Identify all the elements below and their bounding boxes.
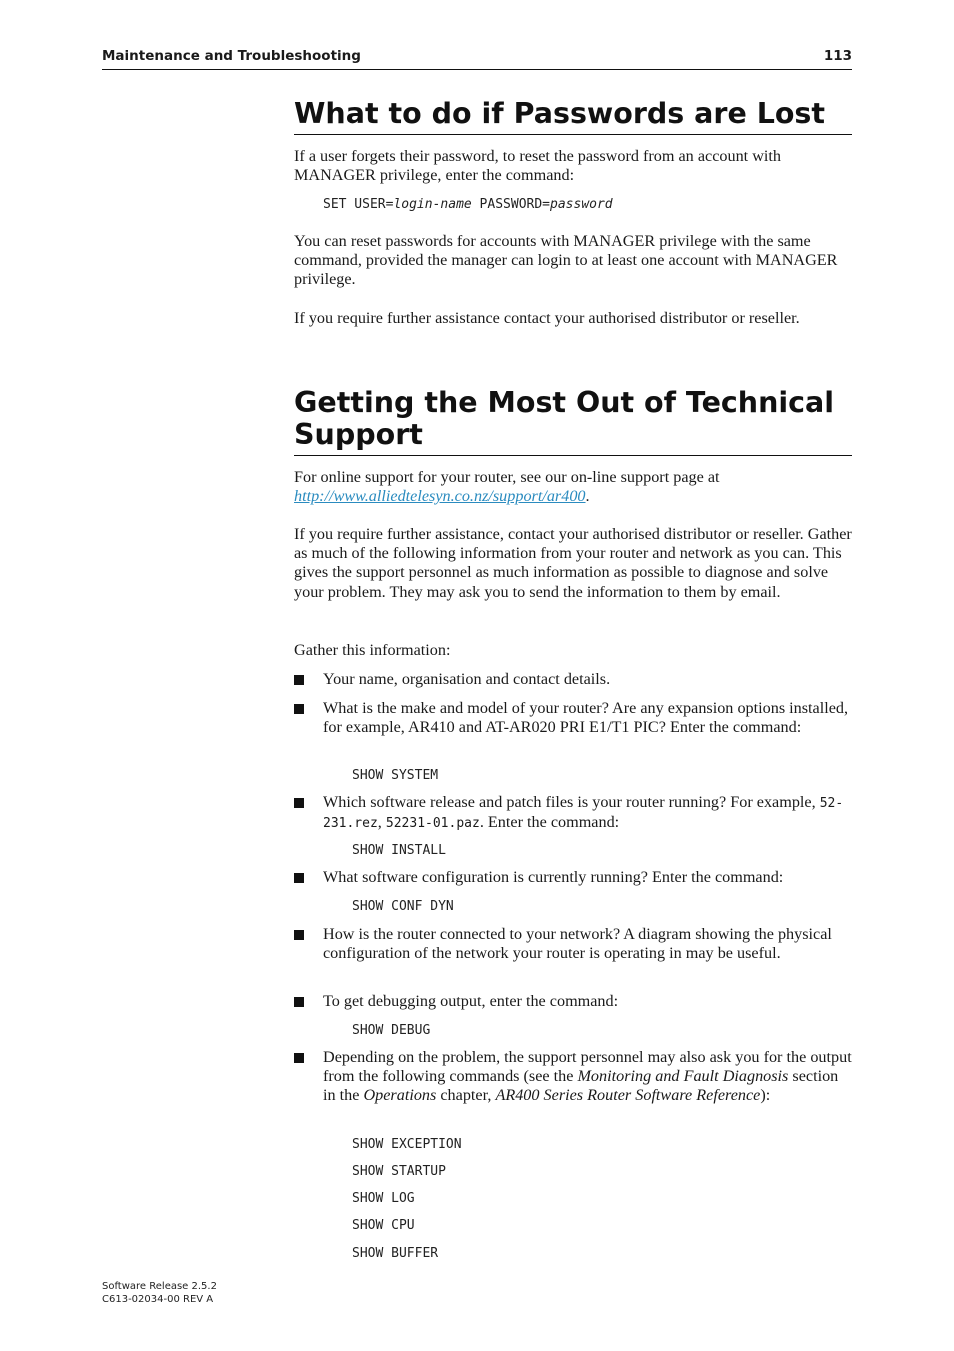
paragraph: If a user forgets their password, to reset the password from an account with MANAGER privilege, enter the command: — [294, 147, 781, 185]
paragraph: If you require further assistance contact your authorised distributor or reseller. — [294, 309, 800, 327]
paragraph: If you require further assistance, contact your authorised distributor or reseller. Gather as much of the following information from your router and network as you can. This gives the support personnel as much information as possible to diagnose and solve your problem. They may ask you to send the information to them by email. — [294, 525, 852, 601]
bullet-icon — [294, 675, 304, 685]
footer-doc-number: C613-02034-00 REV A — [102, 1293, 214, 1305]
bullet-icon — [294, 930, 304, 940]
paragraph-online-support: For online support for your router, see our on-line support page at http://www.alliedtelesyn.co.nz/support/ar400. — [294, 468, 720, 506]
bullet-icon — [294, 873, 304, 883]
bullet-icon — [294, 798, 304, 808]
command: SHOW SYSTEM — [352, 768, 439, 783]
header-page-number: 113 — [823, 48, 852, 64]
command: SHOW STARTUP — [352, 1164, 446, 1179]
bullet-icon — [294, 997, 304, 1007]
command: SHOW CPU — [352, 1218, 415, 1233]
command-set-user: SET USER=login-name PASSWORD=password — [323, 197, 613, 212]
command: SHOW LOG — [352, 1191, 415, 1206]
footer-release: Software Release 2.5.2 — [102, 1281, 217, 1292]
support-link[interactable]: http://www.alliedtelesyn.co.nz/support/ar400 — [294, 487, 586, 506]
command: SHOW DEBUG — [352, 1023, 431, 1038]
command: SHOW EXCEPTION — [352, 1137, 462, 1152]
bullet-icon — [294, 1053, 304, 1063]
page-footer — [102, 1281, 217, 1306]
command: SHOW CONF DYN — [352, 899, 454, 914]
heading-passwords-lost: What to do if Passwords are Lost — [294, 98, 852, 135]
heading-technical-support: Getting the Most Out of Technical Support — [294, 387, 852, 456]
command: SHOW BUFFER — [352, 1246, 439, 1261]
command: SHOW INSTALL — [352, 843, 446, 858]
running-header — [102, 48, 852, 70]
paragraph: You can reset passwords for accounts with MANAGER privilege with the same command, provided the manager can login to at least one account with MANAGER privilege. — [294, 232, 838, 289]
bullet-icon — [294, 704, 304, 714]
header-section-title: Maintenance and Troubleshooting — [102, 48, 361, 64]
paragraph: Gather this information: — [294, 641, 451, 659]
